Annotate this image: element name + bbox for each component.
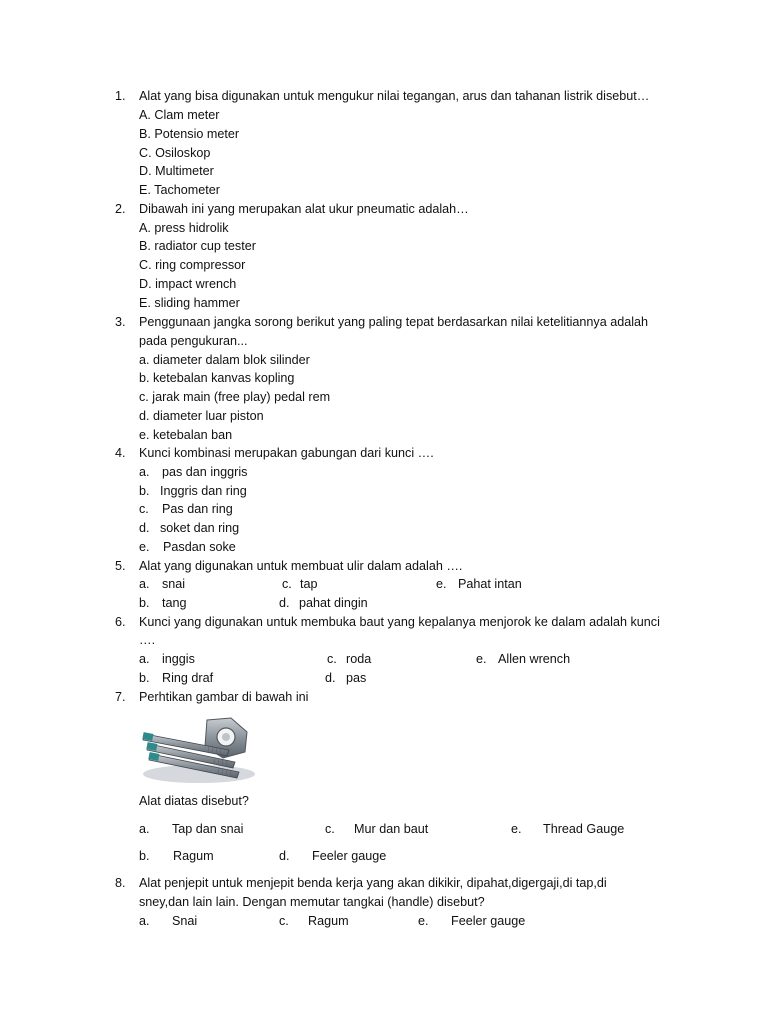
option-letter: c. (139, 502, 149, 516)
option-letter: b. (139, 849, 150, 863)
option-letter: e. (418, 914, 429, 928)
option-letter: e. (139, 540, 150, 554)
question-text: Kunci kombinasi merupakan gabungan dari kunci …. (139, 446, 434, 460)
answer-option: pas (346, 671, 367, 685)
answer-option: Allen wrench (498, 652, 571, 666)
question-text-continued: sney,dan lain lain. Dengan memutar tangkai (handle) disebut? (139, 895, 485, 909)
question-number: 2. (115, 202, 126, 216)
answer-option: tang (162, 596, 187, 610)
question-text-continued: …. (139, 633, 156, 647)
answer-option: Thread Gauge (543, 822, 625, 836)
option-letter: c. (325, 822, 335, 836)
answer-option: pas dan inggris (162, 465, 248, 479)
option-letter: b. (139, 671, 150, 685)
answer-option: Ring draf (162, 671, 214, 685)
answer-option: c. jarak main (free play) pedal rem (139, 390, 331, 404)
option-letter: c. (327, 652, 337, 666)
question-text: Penggunaan jangka sorong berikut yang paling tepat berdasarkan nilai ketelitiannya adalah (139, 315, 649, 329)
question-number: 8. (115, 876, 126, 890)
option-letter: c. (282, 577, 292, 591)
answer-option: d. diameter luar piston (139, 409, 264, 423)
option-letter: e. (436, 577, 447, 591)
option-letter: e. (511, 822, 522, 836)
question-number: 7. (115, 690, 126, 704)
question-text: Perhtikan gambar di bawah ini (139, 690, 309, 704)
answer-option: Mur dan baut (354, 822, 429, 836)
question-text: Alat yang digunakan untuk membuat ulir dalam adalah …. (139, 559, 463, 573)
answer-option: e. ketebalan ban (139, 428, 233, 442)
question-number: 3. (115, 315, 126, 329)
option-letter: d. (139, 521, 150, 535)
answer-option: E. sliding hammer (139, 296, 240, 310)
option-letter: a. (139, 914, 150, 928)
answer-option: B. Potensio meter (139, 127, 240, 141)
answer-option: Tap dan snai (172, 822, 244, 836)
option-letter: a. (139, 577, 150, 591)
option-letter: b. (139, 596, 150, 610)
answer-option: b. ketebalan kanvas kopling (139, 371, 295, 385)
answer-option: Snai (172, 914, 198, 928)
question-prompt: Alat diatas disebut? (139, 794, 249, 808)
question-number: 4. (115, 446, 126, 460)
option-letter: d. (325, 671, 336, 685)
answer-option: D. impact wrench (139, 277, 237, 291)
answer-option: pahat dingin (299, 596, 368, 610)
answer-option: roda (346, 652, 372, 666)
option-letter: a. (139, 822, 150, 836)
question-text: Alat penjepit untuk menjepit benda kerja yang akan dikikir, dipahat,digergaji,di tap,di (139, 876, 607, 890)
answer-option: Ragum (173, 849, 214, 863)
answer-option: inggis (162, 652, 195, 666)
option-letter: c. (279, 914, 289, 928)
answer-option: E. Tachometer (139, 183, 220, 197)
answer-option: snai (162, 577, 186, 591)
answer-option: A. Clam meter (139, 108, 220, 122)
answer-option: a. diameter dalam blok silinder (139, 353, 310, 367)
answer-option: A. press hidrolik (139, 221, 229, 235)
answer-option: Inggris dan ring (160, 484, 247, 498)
question-number: 1. (115, 89, 126, 103)
question-text: Kunci yang digunakan untuk membuka baut yang kepalanya menjorok ke dalam adalah kunci (139, 615, 660, 629)
question-text: Dibawah ini yang merupakan alat ukur pneumatic adalah… (139, 202, 469, 216)
answer-option: C. Osiloskop (139, 146, 211, 160)
option-letter: d. (279, 596, 290, 610)
tap-and-die-picture (139, 712, 255, 784)
answer-option: Pas dan ring (162, 502, 233, 516)
question-text-continued: pada pengukuran... (139, 334, 248, 348)
answer-option: C. ring compressor (139, 258, 246, 272)
option-letter: a. (139, 652, 150, 666)
answer-option: soket dan ring (160, 521, 240, 535)
option-letter: e. (476, 652, 487, 666)
answer-option: Feeler gauge (312, 849, 387, 863)
question-text: Alat yang bisa digunakan untuk mengukur nilai tegangan, arus dan tahanan listrik disebut… (139, 89, 650, 103)
answer-option: Pasdan soke (163, 540, 236, 554)
answer-option: Feeler gauge (451, 914, 526, 928)
question-number: 6. (115, 615, 126, 629)
option-letter: a. (139, 465, 150, 479)
answer-option: tap (300, 577, 318, 591)
answer-option: B. radiator cup tester (139, 239, 256, 253)
option-letter: d. (279, 849, 290, 863)
option-letter: b. (139, 484, 150, 498)
answer-option: D. Multimeter (139, 164, 214, 178)
answer-option: Ragum (308, 914, 349, 928)
question-number: 5. (115, 559, 126, 573)
answer-option: Pahat intan (458, 577, 522, 591)
